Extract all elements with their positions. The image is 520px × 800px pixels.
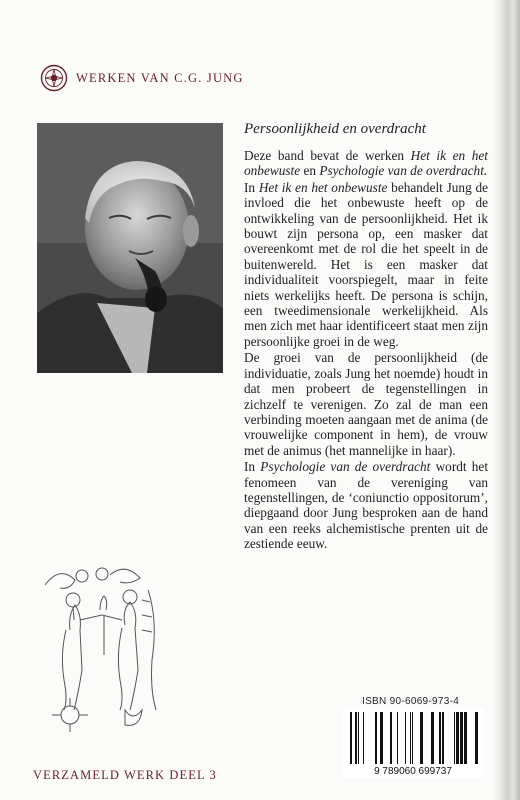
barcode-bar — [456, 712, 459, 764]
barcode-number: 9 789060 699737 — [374, 766, 452, 777]
barcode-bar — [358, 712, 359, 764]
barcode-bar — [363, 712, 364, 764]
barcode-bar — [380, 712, 383, 764]
series-header — [40, 64, 244, 92]
barcode-bar — [405, 712, 406, 764]
barcode-bar — [355, 712, 357, 764]
paragraph-text: De groei van de persoonlijkheid (de individuatie, zoals Jung het noemde) houdt in dat men probeert de tegenstellingen in zichzelf te verenigen. Zo zal de man een verbinding moeten aangaan met de anima (de vrouwelijke component in hem), de vrouw met de animus (het mannelijke in haar). — [244, 350, 488, 458]
body-paragraph — [244, 180, 488, 349]
barcode-bar — [475, 712, 478, 764]
barcode-bar — [460, 712, 463, 764]
alchemical-engraving-illustration — [30, 560, 170, 735]
paragraph-text: en — [300, 163, 320, 179]
book-title: Persoonlijkheid en overdracht — [244, 121, 426, 137]
body-paragraph — [244, 148, 488, 179]
ean-barcode — [342, 708, 484, 778]
circular-emblem-icon — [40, 64, 68, 92]
paragraph-text: Deze band bevat de werken — [244, 148, 411, 163]
barcode-bar — [431, 712, 434, 764]
body-paragraph — [244, 459, 488, 551]
barcode-bar — [439, 712, 441, 764]
barcode-bar — [410, 712, 411, 764]
italic-text: Het ik en het onbewuste — [258, 179, 388, 195]
barcode-bar — [350, 712, 352, 764]
italic-text: Psychologie van de overdracht. — [319, 163, 488, 179]
description-text — [244, 148, 488, 553]
isbn-label: ISBN 90-6069-973-4 — [362, 696, 460, 707]
series-title: WERKEN VAN C.G. JUNG — [76, 70, 244, 85]
barcode-bar — [397, 712, 398, 764]
italic-text: Het ik en het onbewuste — [244, 148, 489, 179]
barcode-bar — [375, 712, 377, 764]
paragraph-text: In — [244, 459, 261, 475]
paragraph-text: In — [244, 179, 259, 195]
italic-text: Psychologie van de overdracht — [260, 459, 431, 475]
barcode-bar — [390, 712, 392, 764]
page-edge — [492, 0, 520, 800]
barcode-bar — [442, 712, 444, 764]
paragraph-text: behandelt Jung de invloed die het onbewuste heeft op de ontwikkeling van de persoonlijkheid. Het ik bouwt zijn persona op, een masker dat overeenkomt met de rol die het speelt in de buitenwereld. Het is een masker dat individualiteit voorspiegelt, maar in feite niets werkelijks heeft. De persona is schijn, een tweedimensionale werkelijkheid. Als men zich met haar identificeert staat men zijn persoonlijke groei in de weg. — [244, 179, 488, 349]
barcode-bar — [454, 712, 455, 764]
author-portrait-photo — [37, 123, 223, 373]
paragraph-text: wordt het fenomeen van de vereniging van tegenstellingen, de ‘coniunctio oppositorum’, diepgaand door Jung besproken aan de hand van een reeks alchemistische prenten uit de zestiende eeuw. — [244, 459, 489, 552]
volume-label: VERZAMELD WERK DEEL 3 — [33, 768, 217, 782]
barcode-bar — [464, 712, 467, 764]
barcode-bar — [420, 712, 423, 764]
barcode-bar — [412, 712, 413, 764]
body-paragraph — [244, 350, 488, 458]
